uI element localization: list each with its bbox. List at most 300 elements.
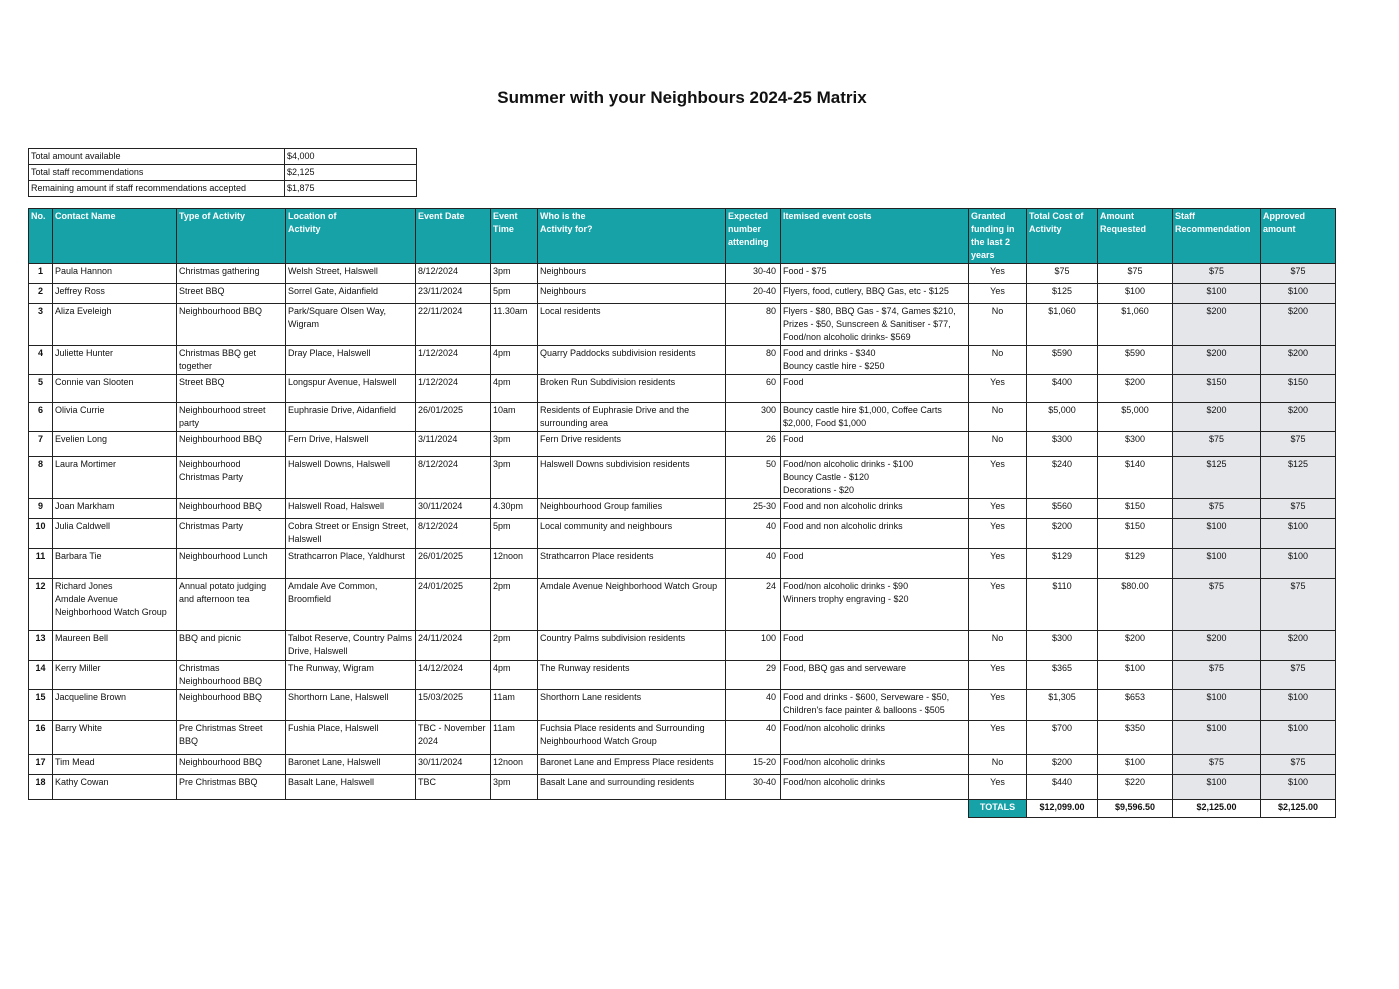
cell-type: Neighbourhood BBQ [177,432,286,457]
cell-costs: Food/non alcoholic drinks [781,775,969,800]
totals-label: TOTALS [969,800,1027,818]
summary-value: $1,875 [285,181,417,197]
summary-label: Total amount available [29,149,285,165]
cell-type: Christmas gathering [177,264,286,284]
cell-type: Neighbourhood street party [177,403,286,432]
table-row [29,403,1336,432]
cell-who: Neighbourhood Group families [538,499,726,519]
cell-granted: Yes [969,375,1027,403]
cell-location: Basalt Lane, Halswell [286,775,416,800]
totals-approved: $2,125.00 [1261,800,1336,818]
summary-row [29,149,417,165]
column-header: Amount Requested [1098,209,1173,264]
summary-value: $2,125 [285,165,417,181]
cell-requested: $80.00 [1098,579,1173,631]
cell-expected: 30-40 [726,264,781,284]
cell-total: $700 [1027,721,1098,755]
cell-who: Basalt Lane and surrounding residents [538,775,726,800]
cell-no: 2 [29,284,53,304]
funding-matrix-table [28,208,1336,818]
column-header: Contact Name [53,209,177,264]
table-row [29,755,1336,775]
cell-location: Baronet Lane, Halswell [286,755,416,775]
cell-location: Welsh Street, Halswell [286,264,416,284]
column-header: Event Time [491,209,538,264]
cell-contact: Aliza Eveleigh [53,304,177,346]
totals-spacer [29,800,53,818]
cell-total: $365 [1027,661,1098,690]
cell-expected: 100 [726,631,781,661]
column-header: Event Date [416,209,491,264]
cell-location: Fushia Place, Halswell [286,721,416,755]
cell-requested: $129 [1098,549,1173,579]
totals-spacer [491,800,538,818]
cell-type: Neighbourhood BBQ [177,499,286,519]
cell-contact: Barbara Tie [53,549,177,579]
cell-staff: $100 [1173,690,1261,721]
cell-date: 30/11/2024 [416,499,491,519]
cell-time: 11am [491,690,538,721]
cell-contact: Connie van Slooten [53,375,177,403]
cell-approved: $75 [1261,432,1336,457]
cell-requested: $150 [1098,499,1173,519]
cell-expected: 300 [726,403,781,432]
cell-granted: Yes [969,661,1027,690]
cell-who: Broken Run Subdivision residents [538,375,726,403]
cell-staff: $100 [1173,775,1261,800]
cell-requested: $150 [1098,519,1173,549]
cell-type: Street BBQ [177,284,286,304]
table-row [29,457,1336,499]
cell-costs: Food/non alcoholic drinks - $100 Bouncy Castle - $120 Decorations - $20 [781,457,969,499]
cell-costs: Food [781,375,969,403]
cell-costs: Food/non alcoholic drinks - $90 Winners trophy engraving - $20 [781,579,969,631]
cell-requested: $200 [1098,631,1173,661]
cell-no: 11 [29,549,53,579]
cell-granted: Yes [969,775,1027,800]
cell-granted: Yes [969,264,1027,284]
table-row [29,284,1336,304]
cell-total: $560 [1027,499,1098,519]
cell-staff: $75 [1173,499,1261,519]
cell-approved: $200 [1261,304,1336,346]
cell-time: 10am [491,403,538,432]
column-header: Staff Recommendation [1173,209,1261,264]
cell-costs: Food - $75 [781,264,969,284]
cell-contact: Tim Mead [53,755,177,775]
totals-requested: $9,596.50 [1098,800,1173,818]
cell-no: 13 [29,631,53,661]
cell-who: Local community and neighbours [538,519,726,549]
cell-who: Baronet Lane and Empress Place residents [538,755,726,775]
column-header: Expected number attending [726,209,781,264]
cell-requested: $350 [1098,721,1173,755]
cell-location: Longspur Avenue, Halswell [286,375,416,403]
cell-approved: $75 [1261,499,1336,519]
table-row [29,690,1336,721]
cell-time: 11am [491,721,538,755]
cell-requested: $1,060 [1098,304,1173,346]
cell-total: $1,305 [1027,690,1098,721]
cell-approved: $125 [1261,457,1336,499]
table-row [29,775,1336,800]
column-header: Total Cost of Activity [1027,209,1098,264]
table-row [29,579,1336,631]
cell-approved: $100 [1261,721,1336,755]
cell-time: 12noon [491,549,538,579]
cell-time: 2pm [491,631,538,661]
cell-costs: Food [781,631,969,661]
column-header: Location of Activity [286,209,416,264]
cell-granted: No [969,346,1027,375]
cell-total: $1,060 [1027,304,1098,346]
cell-approved: $100 [1261,549,1336,579]
cell-type: Annual potato judging and afternoon tea [177,579,286,631]
cell-no: 10 [29,519,53,549]
cell-costs: Food/non alcoholic drinks [781,721,969,755]
cell-expected: 40 [726,721,781,755]
totals-spacer [781,800,969,818]
cell-who: The Runway residents [538,661,726,690]
cell-date: 24/01/2025 [416,579,491,631]
cell-location: Dray Place, Halswell [286,346,416,375]
cell-date: 8/12/2024 [416,519,491,549]
cell-granted: Yes [969,549,1027,579]
cell-costs: Food and drinks - $600, Serveware - $50, Children's face painter & balloons - $505 [781,690,969,721]
cell-location: Shorthorn Lane, Halswell [286,690,416,721]
cell-expected: 60 [726,375,781,403]
cell-time: 11.30am [491,304,538,346]
cell-time: 4.30pm [491,499,538,519]
totals-spacer [538,800,726,818]
cell-costs: Food and drinks - $340 Bouncy castle hire - $250 [781,346,969,375]
cell-type: Christmas Party [177,519,286,549]
cell-staff: $75 [1173,661,1261,690]
cell-expected: 80 [726,304,781,346]
cell-type: Neighbourhood BBQ [177,690,286,721]
cell-contact: Richard Jones Amdale Avenue Neighborhood Watch Group [53,579,177,631]
totals-staff: $2,125.00 [1173,800,1261,818]
cell-requested: $75 [1098,264,1173,284]
summary-value: $4,000 [285,149,417,165]
totals-spacer [53,800,177,818]
cell-contact: Julia Caldwell [53,519,177,549]
cell-approved: $100 [1261,519,1336,549]
cell-date: 15/03/2025 [416,690,491,721]
cell-expected: 40 [726,690,781,721]
cell-contact: Barry White [53,721,177,755]
cell-no: 6 [29,403,53,432]
cell-requested: $100 [1098,284,1173,304]
column-header: Granted funding in the last 2 years [969,209,1027,264]
cell-granted: No [969,631,1027,661]
column-header: No. [29,209,53,264]
cell-who: Residents of Euphrasie Drive and the surrounding area [538,403,726,432]
table-row [29,499,1336,519]
cell-expected: 40 [726,519,781,549]
cell-costs: Food [781,432,969,457]
cell-who: Neighbours [538,284,726,304]
cell-staff: $100 [1173,284,1261,304]
cell-granted: Yes [969,499,1027,519]
cell-total: $129 [1027,549,1098,579]
cell-granted: Yes [969,690,1027,721]
column-header: Approved amount [1261,209,1336,264]
summary-label: Remaining amount if staff recommendations accepted [29,181,285,197]
cell-who: Fern Drive residents [538,432,726,457]
cell-total: $75 [1027,264,1098,284]
page-title: Summer with your Neighbours 2024-25 Matrix [497,88,867,107]
cell-total: $590 [1027,346,1098,375]
cell-approved: $100 [1261,284,1336,304]
cell-date: 23/11/2024 [416,284,491,304]
cell-total: $5,000 [1027,403,1098,432]
totals-spacer [416,800,491,818]
cell-expected: 40 [726,549,781,579]
cell-who: Shorthorn Lane residents [538,690,726,721]
cell-time: 5pm [491,519,538,549]
cell-staff: $200 [1173,631,1261,661]
cell-date: 1/12/2024 [416,375,491,403]
cell-location: Amdale Ave Common, Broomfield [286,579,416,631]
cell-date: 8/12/2024 [416,264,491,284]
cell-who: Neighbours [538,264,726,284]
cell-no: 15 [29,690,53,721]
cell-type: Christmas Neighbourhood BBQ [177,661,286,690]
cell-time: 3pm [491,264,538,284]
cell-who: Amdale Avenue Neighborhood Watch Group [538,579,726,631]
cell-no: 3 [29,304,53,346]
cell-time: 4pm [491,661,538,690]
cell-requested: $300 [1098,432,1173,457]
cell-requested: $590 [1098,346,1173,375]
totals-spacer [286,800,416,818]
totals-total: $12,099.00 [1027,800,1098,818]
cell-approved: $75 [1261,579,1336,631]
cell-type: Street BBQ [177,375,286,403]
cell-contact: Joan Markham [53,499,177,519]
cell-no: 17 [29,755,53,775]
cell-location: Halswell Road, Halswell [286,499,416,519]
summary-table [28,148,417,197]
cell-total: $125 [1027,284,1098,304]
cell-approved: $200 [1261,346,1336,375]
cell-granted: Yes [969,519,1027,549]
cell-total: $440 [1027,775,1098,800]
cell-contact: Kathy Cowan [53,775,177,800]
cell-expected: 30-40 [726,775,781,800]
cell-no: 4 [29,346,53,375]
cell-location: Park/Square Olsen Way, Wigram [286,304,416,346]
table-row [29,631,1336,661]
cell-who: Local residents [538,304,726,346]
cell-date: 24/11/2024 [416,631,491,661]
cell-time: 4pm [491,375,538,403]
cell-location: Strathcarron Place, Yaldhurst [286,549,416,579]
column-header: Type of Activity [177,209,286,264]
cell-location: The Runway, Wigram [286,661,416,690]
totals-row [29,800,1336,818]
cell-costs: Bouncy castle hire $1,000, Coffee Carts $2,000, Food $1,000 [781,403,969,432]
summary-row [29,181,417,197]
cell-granted: Yes [969,457,1027,499]
cell-contact: Laura Mortimer [53,457,177,499]
cell-date: 22/11/2024 [416,304,491,346]
cell-approved: $100 [1261,775,1336,800]
cell-date: 26/01/2025 [416,549,491,579]
cell-contact: Jacqueline Brown [53,690,177,721]
table-row [29,375,1336,403]
cell-total: $300 [1027,631,1098,661]
cell-no: 7 [29,432,53,457]
cell-staff: $75 [1173,432,1261,457]
cell-contact: Evelien Long [53,432,177,457]
cell-location: Halswell Downs, Halswell [286,457,416,499]
cell-contact: Kerry Miller [53,661,177,690]
table-row [29,549,1336,579]
column-header: Itemised event costs [781,209,969,264]
cell-location: Talbot Reserve, Country Palms Drive, Halswell [286,631,416,661]
cell-location: Fern Drive, Halswell [286,432,416,457]
cell-who: Quarry Paddocks subdivision residents [538,346,726,375]
cell-who: Country Palms subdivision residents [538,631,726,661]
cell-time: 3pm [491,775,538,800]
summary-row [29,165,417,181]
cell-date: 30/11/2024 [416,755,491,775]
cell-expected: 24 [726,579,781,631]
cell-expected: 26 [726,432,781,457]
cell-staff: $200 [1173,346,1261,375]
cell-date: 1/12/2024 [416,346,491,375]
cell-total: $400 [1027,375,1098,403]
cell-expected: 50 [726,457,781,499]
cell-approved: $100 [1261,690,1336,721]
cell-approved: $200 [1261,631,1336,661]
cell-date: 8/12/2024 [416,457,491,499]
cell-type: Neighbourhood BBQ [177,304,286,346]
cell-who: Strathcarron Place residents [538,549,726,579]
cell-requested: $100 [1098,755,1173,775]
cell-staff: $125 [1173,457,1261,499]
cell-total: $110 [1027,579,1098,631]
cell-staff: $100 [1173,549,1261,579]
summary-label: Total staff recommendations [29,165,285,181]
cell-granted: No [969,403,1027,432]
cell-total: $200 [1027,519,1098,549]
cell-requested: $100 [1098,661,1173,690]
cell-approved: $75 [1261,755,1336,775]
cell-no: 16 [29,721,53,755]
table-row [29,432,1336,457]
table-row [29,304,1336,346]
cell-no: 9 [29,499,53,519]
table-row [29,519,1336,549]
cell-type: Neighbourhood BBQ [177,755,286,775]
cell-approved: $200 [1261,403,1336,432]
table-row [29,661,1336,690]
cell-date: 26/01/2025 [416,403,491,432]
cell-time: 3pm [491,457,538,499]
cell-contact: Jeffrey Ross [53,284,177,304]
cell-contact: Juliette Hunter [53,346,177,375]
cell-staff: $75 [1173,579,1261,631]
cell-total: $240 [1027,457,1098,499]
cell-expected: 80 [726,346,781,375]
cell-no: 18 [29,775,53,800]
cell-staff: $150 [1173,375,1261,403]
cell-location: Sorrel Gate, Aidanfield [286,284,416,304]
cell-costs: Food, BBQ gas and serveware [781,661,969,690]
cell-type: Christmas BBQ get together [177,346,286,375]
cell-total: $200 [1027,755,1098,775]
cell-staff: $100 [1173,721,1261,755]
cell-granted: No [969,304,1027,346]
cell-costs: Food/non alcoholic drinks [781,755,969,775]
table-row [29,721,1336,755]
cell-contact: Olivia Currie [53,403,177,432]
header-row [29,209,1336,264]
cell-requested: $140 [1098,457,1173,499]
cell-expected: 15-20 [726,755,781,775]
cell-expected: 20-40 [726,284,781,304]
cell-costs: Flyers, food, cutlery, BBQ Gas, etc - $125 [781,284,969,304]
cell-approved: $75 [1261,264,1336,284]
cell-staff: $75 [1173,755,1261,775]
cell-who: Fuchsia Place residents and Surrounding Neighbourhood Watch Group [538,721,726,755]
cell-staff: $200 [1173,403,1261,432]
cell-type: BBQ and picnic [177,631,286,661]
cell-approved: $150 [1261,375,1336,403]
cell-location: Euphrasie Drive, Aidanfield [286,403,416,432]
cell-expected: 25-30 [726,499,781,519]
cell-time: 3pm [491,432,538,457]
cell-date: TBC - November 2024 [416,721,491,755]
cell-time: 5pm [491,284,538,304]
cell-who: Halswell Downs subdivision residents [538,457,726,499]
cell-time: 2pm [491,579,538,631]
cell-granted: Yes [969,721,1027,755]
cell-requested: $220 [1098,775,1173,800]
cell-approved: $75 [1261,661,1336,690]
cell-granted: Yes [969,284,1027,304]
cell-no: 14 [29,661,53,690]
cell-total: $300 [1027,432,1098,457]
cell-requested: $653 [1098,690,1173,721]
column-header: Who is the Activity for? [538,209,726,264]
cell-staff: $100 [1173,519,1261,549]
cell-staff: $200 [1173,304,1261,346]
cell-date: 14/12/2024 [416,661,491,690]
cell-granted: Yes [969,579,1027,631]
cell-type: Pre Christmas BBQ [177,775,286,800]
cell-expected: 29 [726,661,781,690]
cell-date: 3/11/2024 [416,432,491,457]
table-row [29,264,1336,284]
cell-requested: $200 [1098,375,1173,403]
cell-type: Neighbourhood Lunch [177,549,286,579]
cell-contact: Maureen Bell [53,631,177,661]
cell-granted: No [969,432,1027,457]
cell-no: 5 [29,375,53,403]
totals-spacer [726,800,781,818]
cell-contact: Paula Hannon [53,264,177,284]
cell-date: TBC [416,775,491,800]
cell-time: 4pm [491,346,538,375]
cell-no: 1 [29,264,53,284]
cell-type: Neighbourhood Christmas Party [177,457,286,499]
table-row [29,346,1336,375]
cell-time: 12noon [491,755,538,775]
